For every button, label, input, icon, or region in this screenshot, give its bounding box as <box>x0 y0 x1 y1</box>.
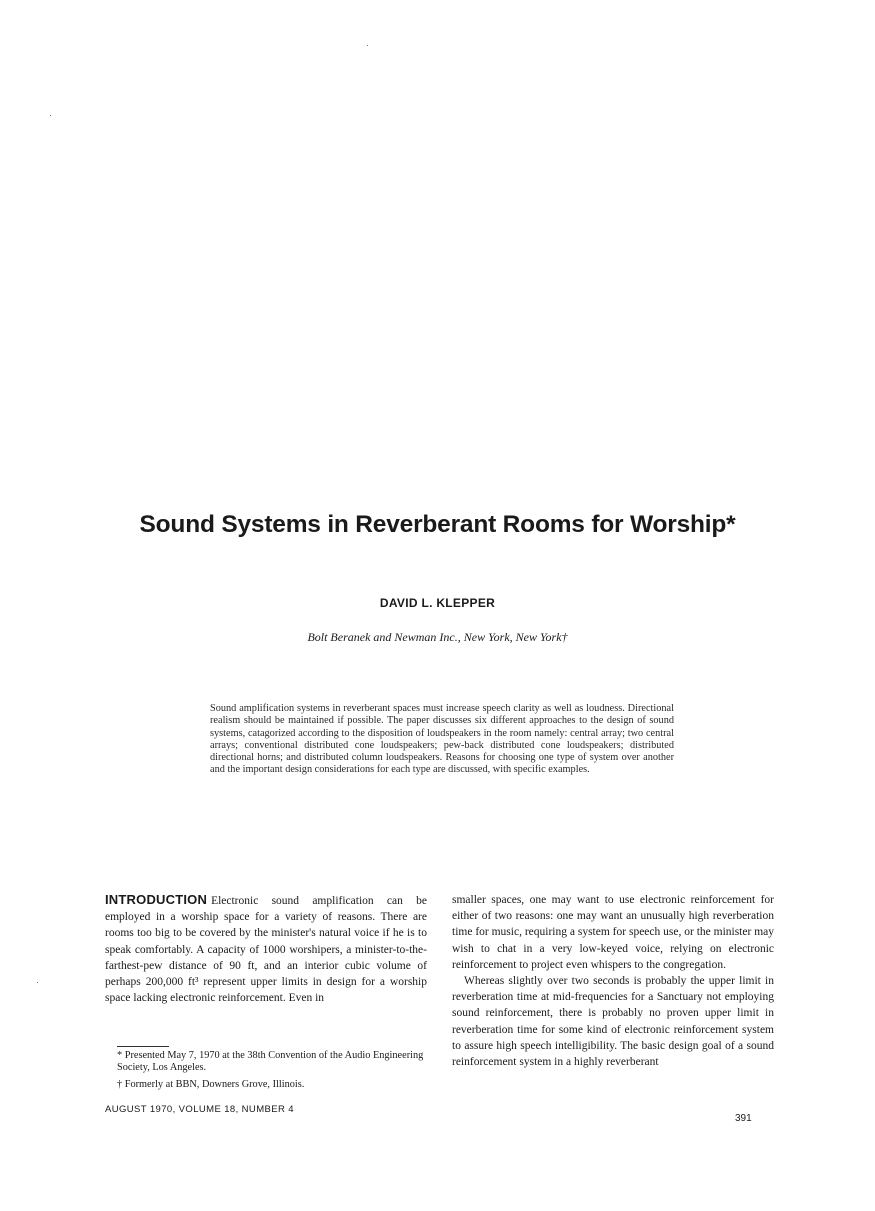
footnote-formerly: † Formerly at BBN, Downers Grove, Illinois. <box>117 1079 305 1091</box>
left-column <box>105 892 427 1006</box>
scan-speck <box>50 115 51 116</box>
scan-speck <box>37 982 38 983</box>
footnote-divider <box>117 1046 169 1047</box>
footnote-presented: * Presented May 7, 1970 at the 38th Convention of the Audio Engineering Society, Los Angeles. <box>117 1050 424 1073</box>
intro-paragraph <box>105 892 427 1006</box>
page-number: 391 <box>735 1113 752 1124</box>
journal-issue-footer: AUGUST 1970, VOLUME 18, NUMBER 4 <box>105 1104 294 1115</box>
body-paragraph-1: smaller spaces, one may want to use electronic reinforcement for either of two reasons: one may want an unusually high reverberation time for music, requiring a system for speech use, or the minister may wish to chat in a very low-keyed voice, relying on electronic reinforcement to project even whispers to the congregation. <box>452 894 774 971</box>
body-paragraph-2: Whereas slightly over two seconds is probably the upper limit in reverberation time at mid-frequencies for a Sanctuary not employing sound reinforcement, there is probably no proven upper limit in reverberation time for some kind of electronic reinforcement system to assure high speech intelligibility. The basic design goal of a sound reinforcement system in a highly reverberant <box>452 975 774 1069</box>
footnotes <box>105 1050 427 1097</box>
intro-text-left: Electronic sound amplification can be employed in a worship space for a variety of reasons. There are rooms too big to be covered by the minister's natural voice if he is to speak comfortably. A capacity of 1000 worshipers, a minister-to-the-farthest-pew distance of 90 ft, and an interior cubic volume of perhaps 200,000 ft³ represent upper limits in design for a worship space lacking electronic reinforcement. Even in <box>105 895 427 1005</box>
author-name: DAVID L. KLEPPER <box>379 596 496 610</box>
abstract: Sound amplification systems in reverberant spaces must increase speech clarity as well as loudness. Directional realism should be maintained if possible. The paper discusses six different approaches to the design of sound systems, catagorized according to the disposition of loudspeakers in the room namely: central array; two central arrays; conventional distributed cone loudspeakers; pew-back distributed cone loudspeakers; distributed directional horns; and distributed column loudspeakers. Reasons for choosing one type of system over another and the important design considerations for each type are discussed, with specific examples. <box>210 703 674 776</box>
scan-speck <box>367 45 368 46</box>
paper-title: Sound Systems in Reverberant Rooms for Worship* <box>139 511 736 538</box>
section-heading-introduction: INTRODUCTION <box>105 892 208 907</box>
right-column <box>452 892 774 1070</box>
author-affiliation: Bolt Beranek and Newman Inc., New York, New York† <box>307 630 568 644</box>
